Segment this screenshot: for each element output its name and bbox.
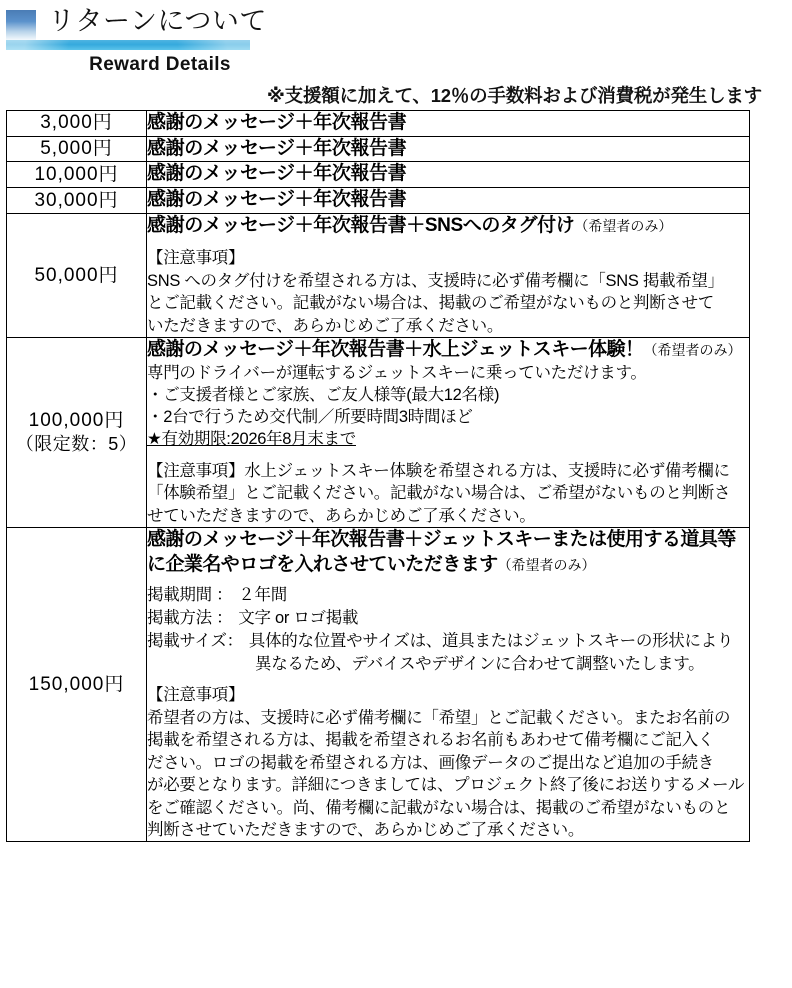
table-row <box>7 527 750 842</box>
note-line: せていただきますので、あらかじめご了承ください。 <box>147 506 536 525</box>
note-line: ださい。ロゴの掲載を希望される方は、画像データのご提出など追加の手続き <box>147 753 715 772</box>
title-row <box>0 0 792 40</box>
spec-value: ２年間 <box>238 586 287 605</box>
note-line: とご記載ください。記載がない場合は、掲載のご希望がないものと判断させて <box>147 294 715 313</box>
detail-cell <box>147 162 750 188</box>
deadline-row <box>147 429 749 451</box>
reward-headline-suffix: （希望者のみ） <box>643 342 742 359</box>
price-cell <box>7 188 147 214</box>
detail-cell <box>147 338 750 528</box>
note-line: をご確認ください。尚、備考欄に記載がない場合は、掲載のご希望がないものと <box>147 798 731 817</box>
price-label: 10,000円 <box>34 163 119 185</box>
note-line: 掲載を希望される方は、掲載を希望されるお名前もあわせて備考欄にご記入く <box>147 731 715 750</box>
detail-line: ・ご支援者様とご家族、ご友人様等(最大12名様) <box>147 385 500 404</box>
reward-headline-text: 感謝のメッセージ＋年次報告書＋水上ジェットスキー体験！ <box>147 339 644 361</box>
table-row <box>7 338 750 528</box>
reward-headline-suffix: （希望者のみ） <box>574 217 673 234</box>
price-cell <box>7 111 147 137</box>
spec-label: 掲載方法 ： <box>147 609 233 628</box>
detail-line: ・2台で行うため交代制／所要時間3時間ほど <box>147 407 473 426</box>
note-title: 【注意事項】 <box>147 249 245 268</box>
note-line: が必要となります。詳細につきましては、プロジェクト終了後にお送りするメール <box>147 776 745 795</box>
price-label: 50,000円 <box>34 264 119 286</box>
spec-value-continued: 異なるため、デバイスやデザインに合わせて調整いたします。 <box>255 654 705 673</box>
table-row <box>7 162 750 188</box>
spec-label: 掲載サイズ： <box>147 631 243 650</box>
page-subtitle: Reward Details <box>89 54 231 75</box>
spec-row-continued <box>147 653 749 676</box>
price-label: 3,000円 <box>40 112 113 134</box>
fee-note: ※支援額に加えて、12％の手数料および消費税が発生します <box>266 85 762 106</box>
page-header <box>0 0 792 108</box>
table-row <box>7 111 750 137</box>
reward-headline-line1: 感謝のメッセージ＋年次報告書＋ジェットスキーまたは使用する道具等 <box>147 528 736 550</box>
note-title: 【注意事項】 <box>147 686 245 705</box>
spec-value: 具体的な位置やサイズは、道具またはジェットスキーの形状により <box>248 631 734 650</box>
table-row <box>7 136 750 162</box>
deadline-label: ★有効期限:2026年8月末まで <box>147 429 356 448</box>
spec-value: 文字 or ロゴ掲載 <box>238 609 359 628</box>
note-block <box>147 247 749 337</box>
note-line: SNS へのタグ付けを希望される方は、支援時に必ず備考欄に「SNS 掲載希望」 <box>147 271 724 290</box>
detail-cell <box>147 527 750 842</box>
price-cell <box>7 338 147 528</box>
blue-square-icon <box>6 10 36 40</box>
price-label: 150,000円 <box>28 673 125 695</box>
reward-headline-text: 感謝のメッセージ＋年次報告書＋SNSへのタグ付け <box>147 214 575 236</box>
note-block <box>147 460 749 527</box>
note-line: 「体験希望」とご記載ください。記載がない場合は、ご希望がないものと判断さ <box>147 484 731 503</box>
price-cell <box>7 162 147 188</box>
spec-row <box>147 630 749 653</box>
reward-headline: 感謝のメッセージ＋年次報告書 <box>147 163 407 185</box>
table-row <box>7 188 750 214</box>
reward-headline: 感謝のメッセージ＋年次報告書 <box>147 137 407 159</box>
price-cell <box>7 136 147 162</box>
rewards-table <box>6 110 750 842</box>
price-label: 30,000円 <box>34 189 119 211</box>
price-label: 5,000円 <box>40 138 113 160</box>
price-label: 100,000円 <box>28 410 125 432</box>
reward-headline: 感謝のメッセージ＋年次報告書 <box>147 112 407 133</box>
detail-cell <box>147 136 750 162</box>
detail-line: 専門のドライバーが運転するジェットスキーに乗っていただけます。 <box>147 363 647 382</box>
price-cell <box>7 527 147 842</box>
reward-headline: 感謝のメッセージ＋年次報告書 <box>147 189 407 211</box>
detail-cell <box>147 213 750 337</box>
note-line: いただきますので、あらかじめご了承ください。 <box>147 316 504 335</box>
spec-label: 掲載期間 ： <box>147 586 233 605</box>
spec-row <box>147 584 749 607</box>
note-block <box>147 684 749 841</box>
spec-row <box>147 607 749 630</box>
spec-list <box>147 584 749 675</box>
note-line: 【注意事項】水上ジェットスキー体験を希望される方は、支援時に必ず備考欄に <box>147 461 730 480</box>
price-limit-label: （限定数：5） <box>15 434 138 455</box>
page-title: リターンについて <box>48 6 267 36</box>
accent-bar <box>6 40 250 50</box>
table-row <box>7 213 750 337</box>
reward-headline <box>147 338 749 363</box>
note-line: 判断させていただきますので、あらかじめご了承ください。 <box>147 821 585 839</box>
reward-headline-text: に企業名やロゴを入れさせていただきます <box>147 553 498 575</box>
note-line: 希望者の方は、支援時に必ず備考欄に「希望」とご記載ください。またお名前の <box>147 708 731 727</box>
price-cell <box>7 213 147 337</box>
detail-cell <box>147 111 750 137</box>
reward-headline-line2 <box>147 553 749 578</box>
reward-headline-suffix: （希望者のみ） <box>497 556 596 573</box>
detail-cell <box>147 188 750 214</box>
reward-headline <box>147 214 749 239</box>
